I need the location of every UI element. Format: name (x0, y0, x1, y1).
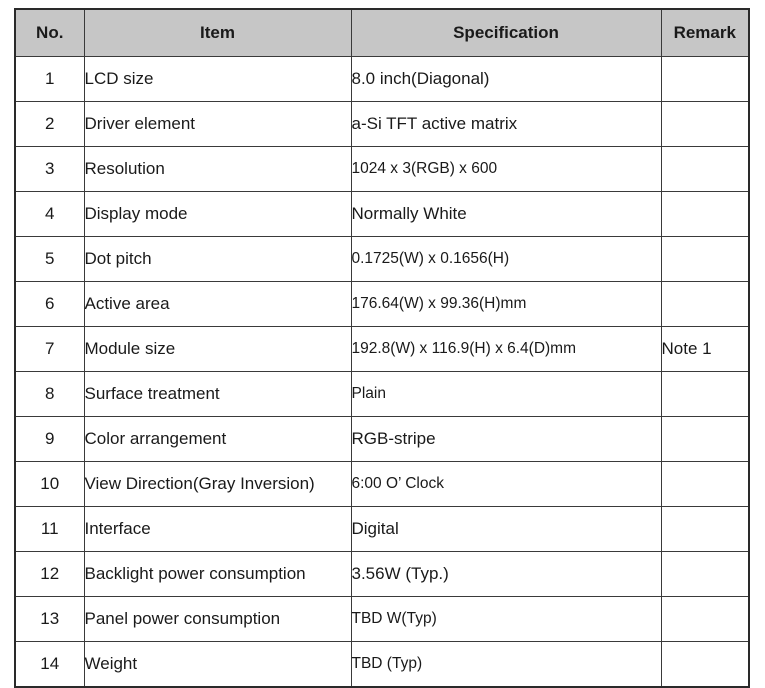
row-item: Surface treatment (84, 372, 351, 417)
row-specification: TBD W(Typ) (351, 597, 661, 642)
table-body (15, 57, 749, 688)
row-number: 13 (15, 597, 84, 642)
table-row (15, 597, 749, 642)
row-specification: RGB-stripe (351, 417, 661, 462)
table-row (15, 57, 749, 102)
row-specification: 0.1725(W) x 0.1656(H) (351, 237, 661, 282)
row-item: Panel power consumption (84, 597, 351, 642)
row-remark (661, 597, 749, 642)
row-specification: 6:00 O’ Clock (351, 462, 661, 507)
row-remark (661, 507, 749, 552)
row-number: 6 (15, 282, 84, 327)
row-number: 14 (15, 642, 84, 688)
row-remark (661, 237, 749, 282)
row-remark (661, 192, 749, 237)
row-number: 9 (15, 417, 84, 462)
row-item: Color arrangement (84, 417, 351, 462)
row-remark (661, 417, 749, 462)
row-item: Backlight power consumption (84, 552, 351, 597)
table-row (15, 462, 749, 507)
row-specification: a-Si TFT active matrix (351, 102, 661, 147)
row-item: Dot pitch (84, 237, 351, 282)
table-row (15, 102, 749, 147)
row-specification: Digital (351, 507, 661, 552)
row-remark (661, 102, 749, 147)
row-number: 1 (15, 57, 84, 102)
row-number: 3 (15, 147, 84, 192)
table-header (15, 9, 749, 57)
row-item: Resolution (84, 147, 351, 192)
row-specification: 8.0 inch(Diagonal) (351, 57, 661, 102)
row-number: 7 (15, 327, 84, 372)
table-row (15, 282, 749, 327)
table-row (15, 417, 749, 462)
row-remark: Note 1 (661, 327, 749, 372)
row-item: Active area (84, 282, 351, 327)
row-number: 11 (15, 507, 84, 552)
row-item: Weight (84, 642, 351, 688)
header-remark: Remark (661, 9, 749, 57)
row-specification: 3.56W (Typ.) (351, 552, 661, 597)
table-row (15, 237, 749, 282)
table-row (15, 642, 749, 688)
row-remark (661, 372, 749, 417)
specification-table (14, 8, 750, 688)
row-item: LCD size (84, 57, 351, 102)
row-remark (661, 642, 749, 688)
row-specification: 176.64(W) x 99.36(H)mm (351, 282, 661, 327)
header-no: No. (15, 9, 84, 57)
table-row (15, 327, 749, 372)
table-row (15, 507, 749, 552)
row-item: Interface (84, 507, 351, 552)
row-remark (661, 282, 749, 327)
row-number: 8 (15, 372, 84, 417)
table-row (15, 372, 749, 417)
row-remark (661, 57, 749, 102)
row-number: 4 (15, 192, 84, 237)
row-item: Module size (84, 327, 351, 372)
header-item: Item (84, 9, 351, 57)
row-remark (661, 147, 749, 192)
row-item: View Direction(Gray Inversion) (84, 462, 351, 507)
row-specification: Normally White (351, 192, 661, 237)
row-specification: 192.8(W) x 116.9(H) x 6.4(D)mm (351, 327, 661, 372)
row-remark (661, 552, 749, 597)
row-number: 12 (15, 552, 84, 597)
row-specification: TBD (Typ) (351, 642, 661, 688)
row-number: 2 (15, 102, 84, 147)
table-row (15, 192, 749, 237)
row-item: Driver element (84, 102, 351, 147)
row-specification: Plain (351, 372, 661, 417)
row-item: Display mode (84, 192, 351, 237)
row-number: 10 (15, 462, 84, 507)
header-row (15, 9, 749, 57)
row-remark (661, 462, 749, 507)
row-specification: 1024 x 3(RGB) x 600 (351, 147, 661, 192)
header-specification: Specification (351, 9, 661, 57)
row-number: 5 (15, 237, 84, 282)
table-row (15, 552, 749, 597)
table-row (15, 147, 749, 192)
